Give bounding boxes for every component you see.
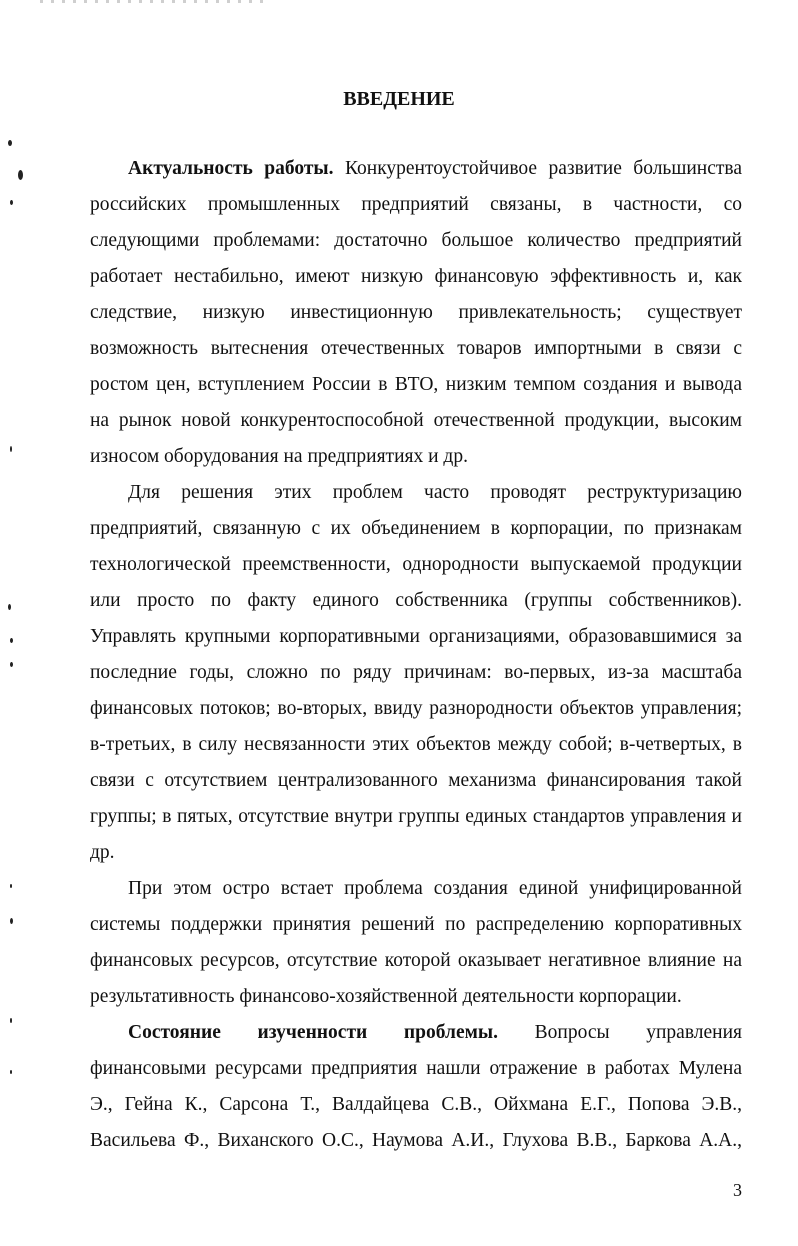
paragraph-line: в-третьих, в силу несвязанности этих объектов между собой; в-четвертых, в xyxy=(90,734,742,755)
paragraph-line xyxy=(128,1020,742,1046)
paragraph-line: группы; в пятых, отсутствие внутри группы единых стандартов управления и xyxy=(90,806,742,827)
scan-speck xyxy=(10,884,12,888)
paragraph-line: или просто по факту единого собственника (группы собственников). xyxy=(90,590,742,611)
scan-speck xyxy=(18,170,23,180)
paragraph-line: следствие, низкую инвестиционную привлекательность; существует xyxy=(90,302,742,323)
paragraph-line: системы поддержки принятия решений по распределению корпоративных xyxy=(90,914,742,935)
paragraph-line: технологической преемственности, однородности выпускаемой продукции xyxy=(90,554,742,575)
paragraph-line: предприятий, связанную с их объединением в корпорации, по признакам xyxy=(90,518,742,539)
paragraph-line: Васильева Ф., Виханского О.С., Наумова А.И., Глухова В.В., Баркова А.А., xyxy=(90,1130,742,1151)
paragraph-line: результативность финансово-хозяйственной деятельности корпорации. xyxy=(90,986,682,1007)
paragraph-line: др. xyxy=(90,842,115,863)
scan-speck xyxy=(10,918,13,924)
paragraph-line: следующими проблемами: достаточно большое количество предприятий xyxy=(90,230,742,251)
paragraph-line: последние годы, сложно по ряду причинам: во-первых, из-за масштаба xyxy=(90,662,742,683)
paragraph-line: финансовых потоков; во-вторых, ввиду разнородности объектов управления; xyxy=(90,698,742,719)
paragraph-line: на рынок новой конкурентоспособной отечественной продукции, высоким xyxy=(90,410,742,431)
scan-speck xyxy=(10,446,12,452)
paragraph-line: Для решения этих проблем часто проводят реструктуризацию xyxy=(128,482,742,503)
scan-speck xyxy=(10,1070,12,1074)
paragraph-line: финансовыми ресурсами предприятия нашли отражение в работах Мулена xyxy=(90,1058,742,1079)
line-text: Конкурентоустойчивое развитие большинства xyxy=(344,158,742,179)
section-lead: Состояние изученности проблемы. xyxy=(128,1022,498,1043)
scan-speck xyxy=(10,200,13,205)
paragraph-line xyxy=(128,156,742,182)
line-text: Вопросы управления xyxy=(534,1022,743,1043)
paragraph-line: Управлять крупными корпоративными организациями, образовавшимися за xyxy=(90,626,742,647)
paragraph-line: износом оборудования на предприятиях и др. xyxy=(90,446,468,467)
paragraph-line: возможность вытеснения отечественных товаров импортными в связи с xyxy=(90,338,742,359)
paragraph-line: финансовых ресурсов, отсутствие которой оказывает негативное влияние на xyxy=(90,950,742,971)
scan-speck xyxy=(8,140,12,146)
scan-noise xyxy=(40,0,270,3)
paragraph-line: связи с отсутствием централизованного механизма финансирования такой xyxy=(90,770,742,791)
page-number: 3 xyxy=(733,1180,742,1200)
paragraph-line: ростом цен, вступлением России в ВТО, низким темпом создания и вывода xyxy=(90,374,742,395)
section-lead: Актуальность работы. xyxy=(128,158,334,179)
scan-speck xyxy=(8,604,11,610)
scan-speck xyxy=(10,1018,12,1023)
scan-speck xyxy=(10,662,13,667)
page-title: ВВЕДЕНИЕ xyxy=(343,88,455,110)
paragraph-line: работает нестабильно, имеют низкую финансовую эффективность и, как xyxy=(90,266,742,287)
paragraph-line: При этом остро встает проблема создания единой унифицированной xyxy=(128,878,742,899)
scan-speck xyxy=(10,638,13,643)
paragraph-line: Э., Гейна К., Сарсона Т., Валдайцева С.В., Ойхмана Е.Г., Попова Э.В., xyxy=(90,1094,742,1115)
paragraph-line: российских промышленных предприятий связаны, в частности, со xyxy=(90,194,742,215)
